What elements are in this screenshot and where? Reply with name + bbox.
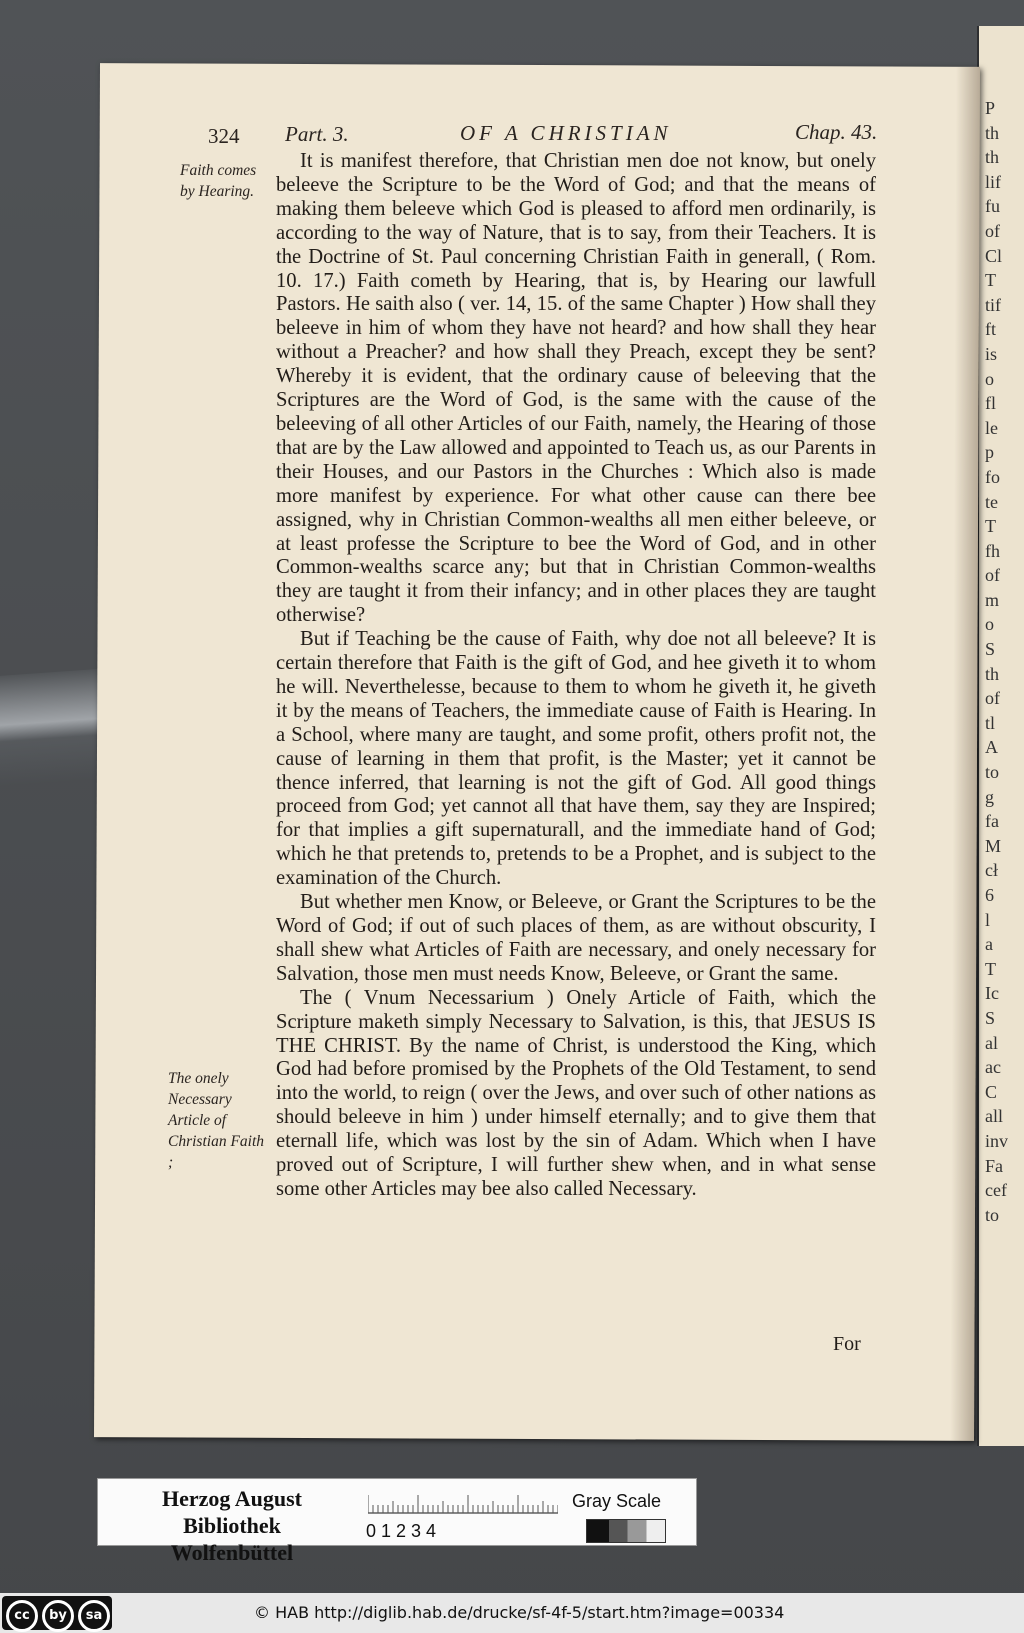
page-number: 324 [208, 124, 240, 148]
facing-page-fragment: a [985, 934, 993, 955]
facing-page-fragment: te [985, 491, 998, 512]
facing-page-fragment: ft [985, 319, 996, 340]
sa-icon: sa [78, 1600, 110, 1632]
facing-page-fragment: fu [985, 196, 1000, 217]
facing-page-fragment: m [985, 589, 1000, 610]
footer-bar [0, 1593, 1024, 1633]
facing-page-fragment: inv [985, 1130, 1009, 1151]
facing-page-fragment: P [985, 98, 996, 118]
paragraph: But whether men Know, or Beleeve, or Grant the Scriptures to be the Word of God; if out of such places of them, as are without obscurity, I shall shew what Articles of Faith are necessary, and onely necessary for Salvation, those men must needs Know, Beleeve, or Grant the same. [276, 891, 876, 985]
facing-page-fragment: lif [985, 171, 1001, 192]
facing-page-fragment: T [985, 958, 996, 979]
facing-page-fragment: Ic [985, 983, 999, 1004]
facing-page-fragment: C [985, 1081, 998, 1102]
facing-page-fragment: A [985, 737, 998, 758]
facing-page-fragment: of [985, 688, 1000, 709]
chapter-label: Chap. 43. [795, 120, 878, 144]
library-scale-card [97, 1478, 697, 1565]
facing-page-fragment: tif [985, 294, 1001, 315]
facing-page-fragment: T [985, 270, 996, 291]
body-text [276, 150, 876, 1202]
facing-page-fragment: ac [985, 1057, 1001, 1078]
ruler-scale [368, 1493, 558, 1515]
facing-page-fragment: th [985, 663, 1000, 684]
running-title: OF A CHRISTIAN [460, 121, 672, 145]
facing-page-fragment: fh [985, 540, 1000, 561]
part-label: Part. 3. [285, 122, 349, 146]
facing-page-fragment: to [985, 762, 1000, 783]
facing-page-fragment: is [985, 343, 998, 364]
facing-page-fragment: tl [985, 712, 996, 733]
facing-page-fragment: fo [985, 466, 1000, 487]
margin-note-necessary-article: The onely Necessary Article of Christian Faith ; [168, 1070, 265, 1171]
library-name: Herzog August Bibliothek Wolfenbüttel [162, 1486, 302, 1565]
facing-page-fragment: S [985, 639, 996, 660]
facing-page-fragment: T [985, 516, 996, 537]
scale-numbers: 0 1 2 3 4 [366, 1521, 437, 1541]
facing-page-fragment: p [985, 442, 994, 463]
cc-license-badge[interactable] [2, 1596, 112, 1630]
running-head [0, 118, 1024, 148]
facing-page-fragment: th [985, 147, 1000, 168]
paragraph: But if Teaching be the cause of Faith, why doe not all beleeve? It is certain therefore that Faith is the gift of God, and hee giveth it to whom he will. Neverthelesse, because to them to whom he giveth it, he giveth it by the means of Teachers, the immediate cause of Faith is Hearing. In a School, where many are taught, and some profit, others profit not, the cause of learning in them that profit, is the Master; yet it cannot be thence inferred, that learning is not the gift of God. All good things proceed from God; yet cannot all that have them, say they are Inspired; for that implies a gift supernaturall, and the immediate hand of God; which he that pretends to, pretends to be a Prophet, and is subject to the examination of the Church. [276, 628, 876, 890]
facing-page-fragment: o [985, 614, 994, 635]
facing-page-fragment: cł [985, 860, 998, 881]
paragraph: The ( Vnum Necessarium ) Onely Article of Faith, which the Scripture maketh simply Necessary to Salvation, is this, that JESUS IS THE CHRIST. By the name of Christ, is understood the King, which God had before promised by the Prophets of the Old Testament, to send into the world, to reign ( over the Jews, and over such of other nations as should beleeve in him ) under himself eternally; and to give them that eternall life, which was lost by the sin of Adam. Which when I have proved out of Scripture, I will further shew when, and in what sense some other Articles may bee also called Necessary. [276, 986, 876, 1200]
catchword: For [833, 1333, 861, 1355]
facing-page-fragment: 6 [985, 885, 994, 905]
facing-page-fragment: all [985, 1106, 1003, 1127]
by-icon: by [42, 1600, 74, 1632]
facing-page-fragment: al [985, 1032, 998, 1053]
paragraph: It is manifest therefore, that Christian men doe not know, but onely beleeve the Scripture to be the Word of God; and that the means of making them beleeve which God is pleased to afford men ordinarily, is according to the way of Nature, that is to say, from their Teachers. It is the Doctrine of St. Paul concerning Christian Faith in generall, ( Rom. 10. 17.) Faith cometh by Hearing, that is, by Hearing our lawfull Pastors. He saith also ( ver. 14, 15. of the same Chapter ) How shall they beleeve in him of whom they have not heard? and how shall they hear without a Preacher? and how shall they Preach, except they be sent? Whereby it is evident, that the ordinary cause of beleeving that the Scriptures are the Word of God, is the same with the cause of the beleeving of all other Articles of our Faith, namely, the Hearing of those that are by the Law allowed and appointed to Teach us, as our Parents in their Houses, and our Pastors in the Churches : Which also is made more manifest by experience. For what other cause can there bee assigned, why in Christian Common-wealths all men either beleeve, or at least professe the Scripture to bee the Word of God, and in other Common-wealths scarce any; but that in Christian Common-wealths they are taught it from their infancy; and in other places they are taught otherwise? [276, 150, 876, 627]
facing-page-edge [977, 26, 1024, 1446]
facing-page-fragment: to [985, 1204, 1000, 1225]
facing-page-fragment: le [985, 417, 998, 438]
facing-page-fragment: Fa [985, 1155, 1003, 1176]
facing-page-fragment: of [985, 565, 1000, 586]
facing-page-fragment: o [985, 368, 994, 389]
book-clamp-glass [0, 668, 110, 786]
facing-page-fragment: cef [985, 1180, 1007, 1201]
gray-scale-swatch [586, 1519, 666, 1543]
facing-page-fragment: S [985, 1007, 996, 1028]
facing-page-fragment: fl [985, 393, 996, 414]
source-url-link[interactable]: © HAB http://diglib.hab.de/drucke/sf-4f-5/start.htm?image=00334 [254, 1603, 785, 1622]
cc-icon: cc [6, 1600, 38, 1632]
gray-scale-label: Gray Scale [572, 1491, 662, 1511]
facing-page-fragment: l [985, 909, 991, 930]
facing-page-fragment: th [985, 122, 1000, 143]
facing-page-fragment: of [985, 220, 1000, 241]
facing-page-fragment: g [985, 786, 994, 807]
margin-note-faith-hearing: Faith comes by Hearing. [180, 162, 257, 200]
facing-page-fragment: fa [985, 811, 999, 832]
facing-page-fragment: M [985, 835, 1002, 856]
facing-page-fragment: Cl [985, 245, 1003, 266]
